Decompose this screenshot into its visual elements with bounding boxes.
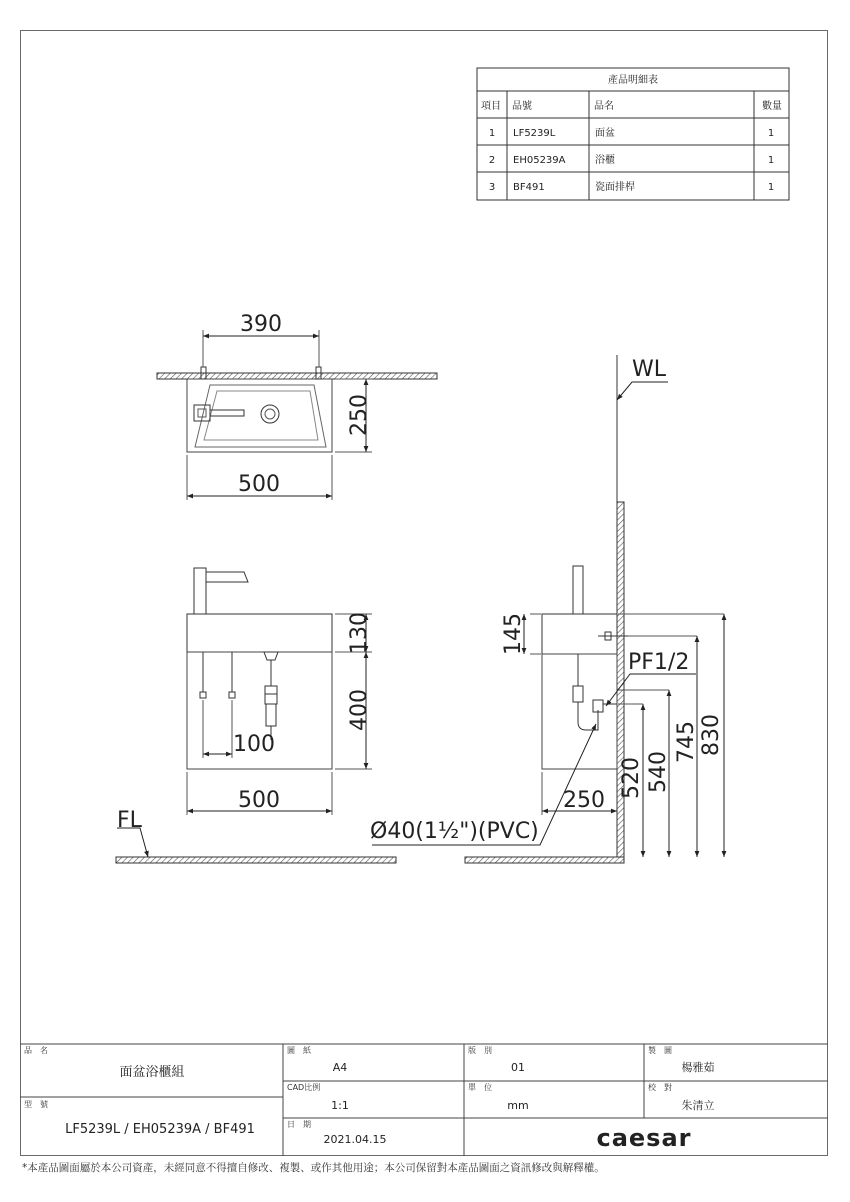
dim-500-top: 500 (238, 472, 280, 497)
dim-250-top: 250 (347, 394, 372, 436)
tb-scale-label: CAD比例 (287, 1083, 321, 1092)
parts-row-2-code: EH05239A (513, 155, 566, 166)
parts-row-3-name: 瓷面排桿 (595, 182, 635, 193)
label-wl: WL (632, 357, 667, 382)
parts-row-2-name: 浴櫃 (595, 155, 615, 166)
tb-checked-label: 校 對 (648, 1083, 672, 1092)
front-view (187, 568, 372, 815)
parts-table-title: 產品明細表 (608, 75, 658, 86)
label-drain: Ø40(1½")(PVC) (370, 819, 539, 844)
tb-version: 01 (511, 1061, 525, 1074)
tb-unit-label: 單 位 (468, 1083, 492, 1092)
tb-date-label: 日 期 (287, 1120, 311, 1129)
tb-paper: A4 (332, 1061, 348, 1074)
tb-paper-label: 圖 紙 (287, 1046, 311, 1055)
dim-540: 540 (646, 751, 671, 793)
parts-row-1-no: 1 (488, 128, 496, 139)
dim-745: 745 (674, 721, 699, 763)
tb-product-name-label: 品 名 (24, 1046, 48, 1055)
dim-830: 830 (699, 714, 724, 756)
parts-table-header-qty: 數量 (762, 101, 782, 112)
label-pf: PF1/2 (628, 650, 690, 675)
tb-date: 2021.04.15 (323, 1133, 387, 1146)
tb-scale: 1:1 (331, 1099, 349, 1112)
dim-520: 520 (619, 757, 644, 799)
dim-500-front: 500 (238, 788, 280, 813)
footer-note: *本產品圖面屬於本公司資產，未經同意不得擅自修改、複製、或作其他用途；本公司保留對本產品圖面之資訊修改與解釋權。 (22, 1162, 605, 1174)
dim-145-side: 145 (501, 613, 526, 655)
parts-row-3-no: 3 (488, 182, 496, 193)
dim-250-side: 250 (563, 788, 605, 813)
parts-table-header-no: 項目 (481, 101, 501, 112)
tb-drawn-by: 楊雅茹 (681, 1061, 715, 1074)
dim-400-front: 400 (347, 689, 372, 731)
tb-product-name: 面盆浴櫃組 (119, 1065, 185, 1080)
dim-100-front: 100 (233, 732, 275, 757)
parts-row-1-code: LF5239L (513, 128, 556, 139)
tb-model-label: 型 號 (24, 1100, 48, 1109)
label-fl: FL (117, 808, 142, 833)
tb-model: LF5239L / EH05239A / BF491 (65, 1122, 255, 1137)
parts-row-1-qty: 1 (767, 128, 775, 139)
parts-row-2-qty: 1 (767, 155, 775, 166)
parts-row-3-qty: 1 (767, 182, 775, 193)
parts-row-2-no: 2 (488, 155, 496, 166)
wl-leader (617, 382, 668, 400)
parts-table-header-name: 品名 (594, 101, 614, 112)
tb-drawn-label: 製 圖 (648, 1046, 672, 1055)
parts-table-header-code: 品號 (512, 101, 532, 112)
brand-logo: caesar (596, 1124, 692, 1152)
dim-390: 390 (240, 312, 282, 337)
dim-130-front: 130 (347, 612, 372, 654)
parts-row-3-code: BF491 (513, 182, 545, 193)
tb-checked-by: 朱清立 (681, 1099, 715, 1112)
top-view (157, 330, 437, 500)
parts-row-1-name: 面盆 (595, 128, 615, 139)
tb-version-label: 版 別 (468, 1046, 492, 1055)
tb-unit: mm (507, 1099, 529, 1112)
